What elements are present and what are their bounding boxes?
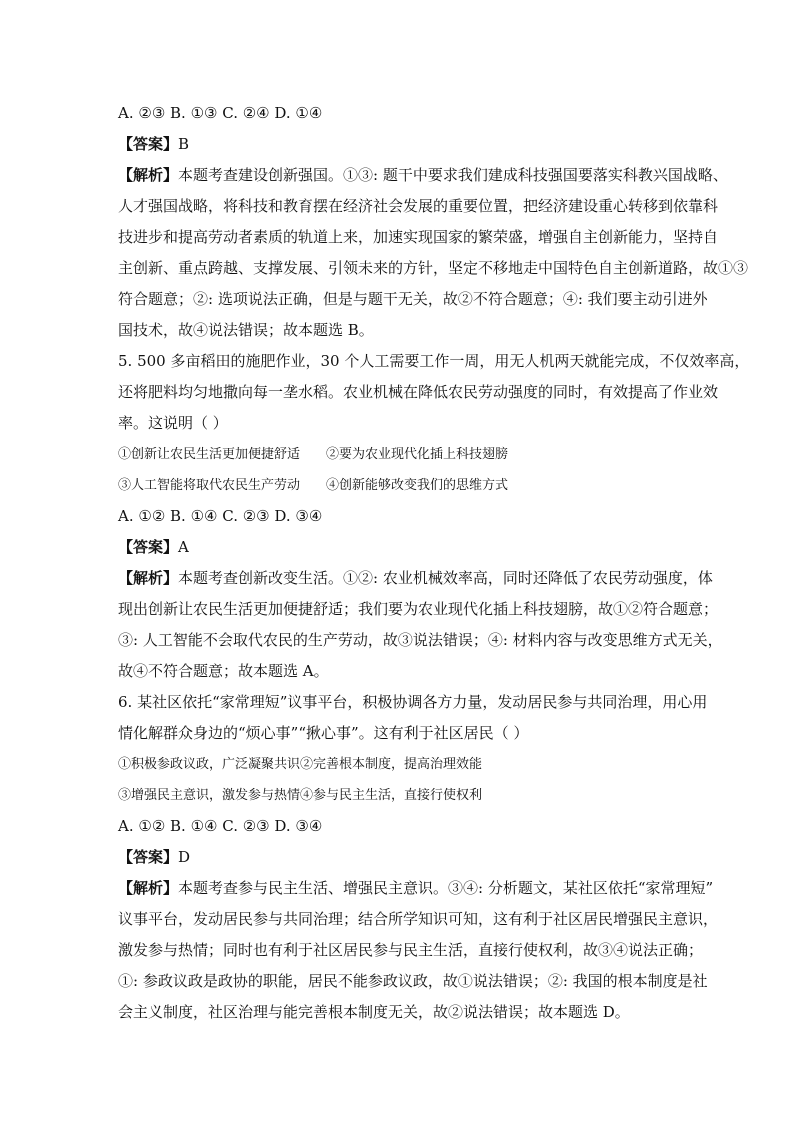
q5-choice-3: ③人工智能将取代农民生产劳动	[118, 478, 301, 493]
q5-choice-2: ②要为农业现代化插上科技翅膀	[326, 447, 509, 462]
q5-stem-line: 5. 500 多亩稻田的施肥作业，30 个人工需要工作一周，用无人机两天就能完成，不仅效率高，	[118, 352, 750, 370]
q4-analysis-line: 主创新、重点跨越、支撑发展、引领未来的方针，坚定不移地走中国特色自主创新道路，故①③	[118, 259, 749, 277]
q6-analysis-line: 议事平台，发动居民参与共同治理；结合所学知识可知，这有利于社区居民增强民主意识，	[118, 910, 719, 928]
q5-choice-1: ①创新让农民生活更加便捷舒适	[118, 447, 301, 462]
q5-choices-row	[118, 439, 680, 470]
analysis-tag: 【解析】	[118, 879, 179, 897]
q6-choices-row: ③增强民主意识，激发参与热情④参与民主生活，直接行使权利	[118, 788, 483, 803]
q4-analysis-line: 符合题意；②: 选项说法正确，但是与题干无关，故②不符合题意；④: 我们要主动引进外	[118, 290, 708, 308]
q6-stem-line: 6. 某社区依托“家常理短”议事平台，积极协调各方力量，发动居民参与共同治理，用心用	[118, 693, 708, 711]
q5-choice-4: ④创新能够改变我们的思维方式	[326, 478, 509, 493]
q4-answer	[118, 129, 680, 160]
answer-value: A	[178, 538, 189, 556]
q6-answer	[118, 842, 680, 873]
answer-tag: 【答案】	[118, 848, 179, 866]
answer-tag: 【答案】	[118, 538, 179, 556]
q6-analysis-line: 会主义制度，社区治理与能完善根本制度无关，故②说法错误；故本题选 D。	[118, 1003, 630, 1021]
answer-tag: 【答案】	[118, 135, 179, 153]
document-page	[118, 98, 750, 1028]
q6-options: A. ①② B. ①④ C. ②③ D. ③④	[118, 817, 323, 835]
analysis-tag: 【解析】	[118, 166, 179, 184]
q5-choices-row	[118, 470, 680, 501]
q5-answer	[118, 532, 680, 563]
analysis-tag: 【解析】	[118, 569, 179, 587]
q5-analysis-line: 故④不符合题意；故本题选 A。	[118, 662, 329, 680]
answer-value: D	[178, 848, 191, 866]
q4-analysis-line: 人才强国战略，将科技和教育摆在经济社会发展的重要位置，把经济建设重心转移到依靠科	[118, 197, 719, 215]
q4-analysis-line: 国技术，故④说法错误；故本题选 B。	[118, 321, 374, 339]
q5-analysis-line: 【解析】本题考查创新改变生活。①②: 农业机械效率高，同时还降低了农民劳动强度，体	[118, 569, 713, 587]
q6-analysis-line: 【解析】本题考查参与民主生活、增强民主意识。③④: 分析题文，某社区依托“家常理短”	[118, 879, 714, 897]
q5-options: A. ①② B. ①④ C. ②③ D. ③④	[118, 507, 323, 525]
q6-analysis-line: ①: 参政议政是政协的职能，居民不能参政议政，故①说法错误；②: 我国的根本制度是社	[118, 972, 708, 990]
answer-value: B	[178, 135, 190, 153]
q4-analysis-line: 技进步和提高劳动者素质的轨道上来，加速实现国家的繁荣盛，增强自主创新能力，坚持自	[118, 228, 719, 246]
q5-analysis-line: 现出创新让农民生活更加便捷舒适；我们要为农业现代化插上科技翅膀，故①②符合题意；	[118, 600, 719, 618]
q6-stem-line: 情化解群众身边的“烦心事”“揪心事”。这有利于社区居民（ ）	[118, 724, 529, 742]
q5-analysis-line: ③: 人工智能不会取代农民的生产劳动，故③说法错误；④: 材料内容与改变思维方式无关，	[118, 631, 723, 649]
q6-analysis-line: 激发参与热情；同时也有利于社区居民参与民主生活，直接行使权利，故③④说法正确；	[118, 941, 704, 959]
q4-options: A. ②③ B. ①③ C. ②④ D. ①④	[118, 104, 323, 122]
q5-stem-line: 率。这说明（ ）	[118, 414, 228, 432]
q5-stem-line: 还将肥料均匀地撒向每一垄水稻。农业机械在降低农民劳动强度的同时，有效提高了作业效	[118, 383, 719, 401]
q4-analysis-line: 【解析】本题考查建设创新强国。①③: 题干中要求我们建成科技强国要落实科教兴国战略、	[118, 166, 728, 184]
q6-choices-row: ①积极参政议政，广泛凝聚共识②完善根本制度，提高治理效能	[118, 757, 483, 772]
